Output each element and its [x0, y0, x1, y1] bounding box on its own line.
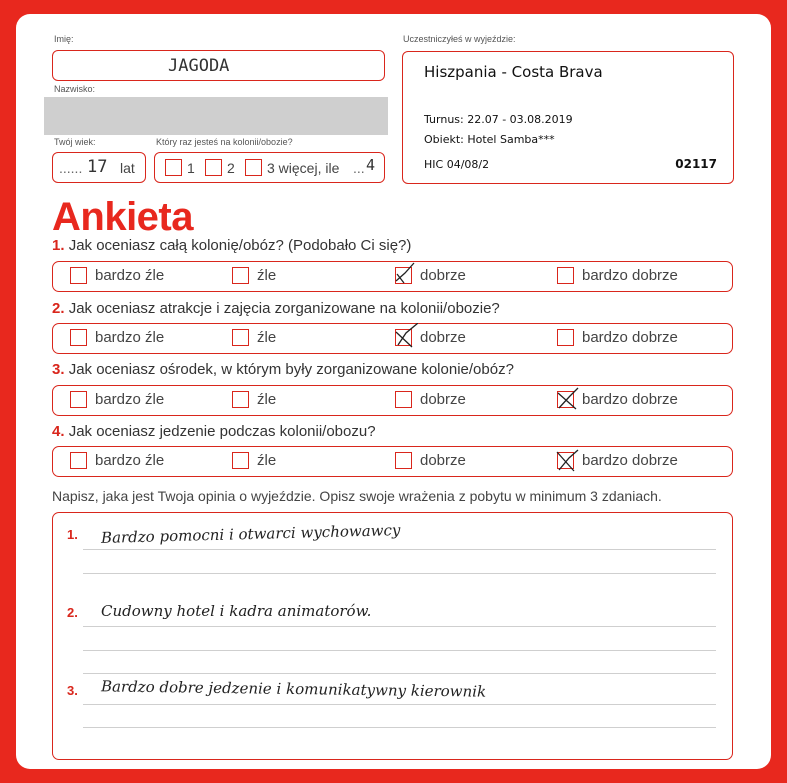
- checkbox[interactable]: [557, 329, 574, 346]
- q4-option-bardzo-dobrze[interactable]: bardzo dobrze: [557, 452, 678, 469]
- name-field[interactable]: [52, 50, 385, 81]
- q3-option-bardzo-dobrze[interactable]: bardzo dobrze: [557, 391, 678, 408]
- name-label: Imię:: [54, 34, 74, 44]
- opinion-line-1-text: Bardzo pomocni i otwarci wychowawcy: [100, 521, 401, 547]
- surname-redaction: [44, 97, 388, 135]
- question-4: 4. Jak oceniasz jedzenie podczas kolonii/obozu?: [52, 423, 376, 440]
- question-3: 3. Jak oceniasz ośrodek, w którym były zorganizowane kolonie/obóz?: [52, 361, 514, 378]
- checkbox[interactable]: [70, 329, 87, 346]
- trip-box: [402, 51, 734, 184]
- checkbox[interactable]: [232, 391, 249, 408]
- surname-label: Nazwisko:: [54, 84, 96, 94]
- times-field[interactable]: [154, 152, 385, 183]
- times-option-3: 3 więcej, ile: [267, 160, 340, 176]
- ruled-line: [83, 673, 716, 674]
- q3-option-dobrze[interactable]: dobrze: [395, 391, 466, 408]
- question-2: 2. Jak oceniasz atrakcje i zajęcia zorganizowane na kolonii/obozie?: [52, 300, 500, 317]
- checkbox[interactable]: [232, 452, 249, 469]
- question-3-options: [52, 385, 733, 416]
- opinion-intro: Napisz, jaka jest Twoja opinia o wyjeździe. Opisz swoje wrażenia z pobytu w minimum 3 zdaniach.: [52, 488, 662, 504]
- trip-label: Uczestniczyłeś w wyjeździe:: [403, 34, 516, 44]
- age-label: Twój wiek:: [54, 137, 96, 147]
- checkbox[interactable]: [232, 329, 249, 346]
- checkbox[interactable]: [70, 391, 87, 408]
- times-dots: ...: [353, 160, 365, 176]
- checkbox[interactable]: [232, 267, 249, 284]
- opinion-line-3-text: Bardzo dobre jedzenie i komunikatywny kierownik: [100, 677, 487, 701]
- question-1: 1. Jak oceniasz całą kolonię/obóz? (Podobało Ci się?): [52, 237, 412, 254]
- survey-sheet: [16, 14, 771, 769]
- ruled-line: [83, 549, 716, 550]
- age-value: 17: [87, 157, 108, 177]
- q2-option-bardzo-dobrze[interactable]: bardzo dobrze: [557, 329, 678, 346]
- q2-option-bardzo-zle[interactable]: bardzo źle: [70, 329, 164, 346]
- ruled-line: [83, 704, 716, 705]
- opinion-line-2-text: Cudowny hotel i kadra animatorów.: [101, 602, 372, 620]
- trip-destination: Hiszpania - Costa Brava: [424, 63, 603, 81]
- name-value: JAGODA: [168, 56, 230, 76]
- check-mark-icon: [556, 446, 580, 472]
- ruled-line: [83, 626, 716, 627]
- check-mark-icon: [556, 385, 580, 411]
- check-mark-icon: [394, 323, 418, 349]
- question-2-options: [52, 323, 733, 354]
- q1-option-zle[interactable]: źle: [232, 267, 276, 284]
- age-unit: lat: [120, 160, 135, 176]
- q2-option-zle[interactable]: źle: [232, 329, 276, 346]
- trip-turnus: Turnus: 22.07 - 03.08.2019: [424, 113, 573, 126]
- checkbox[interactable]: [395, 391, 412, 408]
- q1-option-bardzo-dobrze[interactable]: bardzo dobrze: [557, 267, 678, 284]
- check-mark-icon: [394, 261, 418, 287]
- checkbox[interactable]: [70, 452, 87, 469]
- age-dots: ......: [59, 160, 83, 176]
- q4-option-dobrze[interactable]: dobrze: [395, 452, 466, 469]
- q1-option-dobrze[interactable]: dobrze: [395, 267, 466, 284]
- times-value: 4: [366, 156, 376, 174]
- q4-option-zle[interactable]: źle: [232, 452, 276, 469]
- checkbox[interactable]: [395, 452, 412, 469]
- question-1-options: [52, 261, 733, 292]
- ruled-line: [83, 650, 716, 651]
- q1-option-bardzo-zle[interactable]: bardzo źle: [70, 267, 164, 284]
- checkbox-checked[interactable]: [557, 391, 574, 408]
- checkbox[interactable]: [557, 267, 574, 284]
- question-4-options: [52, 446, 733, 477]
- ruled-line: [83, 573, 716, 574]
- opinion-textarea[interactable]: [52, 512, 733, 760]
- opinion-line-2-number: 2.: [67, 605, 78, 620]
- times-label: Który raz jesteś na kolonii/obozie?: [156, 137, 293, 147]
- checkbox-checked[interactable]: [557, 452, 574, 469]
- trip-number: 02117: [675, 157, 717, 171]
- times-option-1: 1: [187, 160, 195, 176]
- trip-obiekt: Obiekt: Hotel Samba***: [424, 133, 555, 146]
- survey-title: Ankieta: [52, 195, 193, 239]
- checkbox-checked[interactable]: [395, 267, 412, 284]
- checkbox[interactable]: [70, 267, 87, 284]
- times-checkbox-3[interactable]: [245, 159, 262, 176]
- q3-option-bardzo-zle[interactable]: bardzo źle: [70, 391, 164, 408]
- times-checkbox-1[interactable]: [165, 159, 182, 176]
- trip-code: HIC 04/08/2: [424, 158, 490, 171]
- times-option-2: 2: [227, 160, 235, 176]
- q2-option-dobrze[interactable]: dobrze: [395, 329, 466, 346]
- checkbox-checked[interactable]: [395, 329, 412, 346]
- q4-option-bardzo-zle[interactable]: bardzo źle: [70, 452, 164, 469]
- ruled-line: [83, 727, 716, 728]
- times-checkbox-2[interactable]: [205, 159, 222, 176]
- age-field[interactable]: [52, 152, 146, 183]
- opinion-line-1-number: 1.: [67, 527, 78, 542]
- opinion-line-3-number: 3.: [67, 683, 78, 698]
- q3-option-zle[interactable]: źle: [232, 391, 276, 408]
